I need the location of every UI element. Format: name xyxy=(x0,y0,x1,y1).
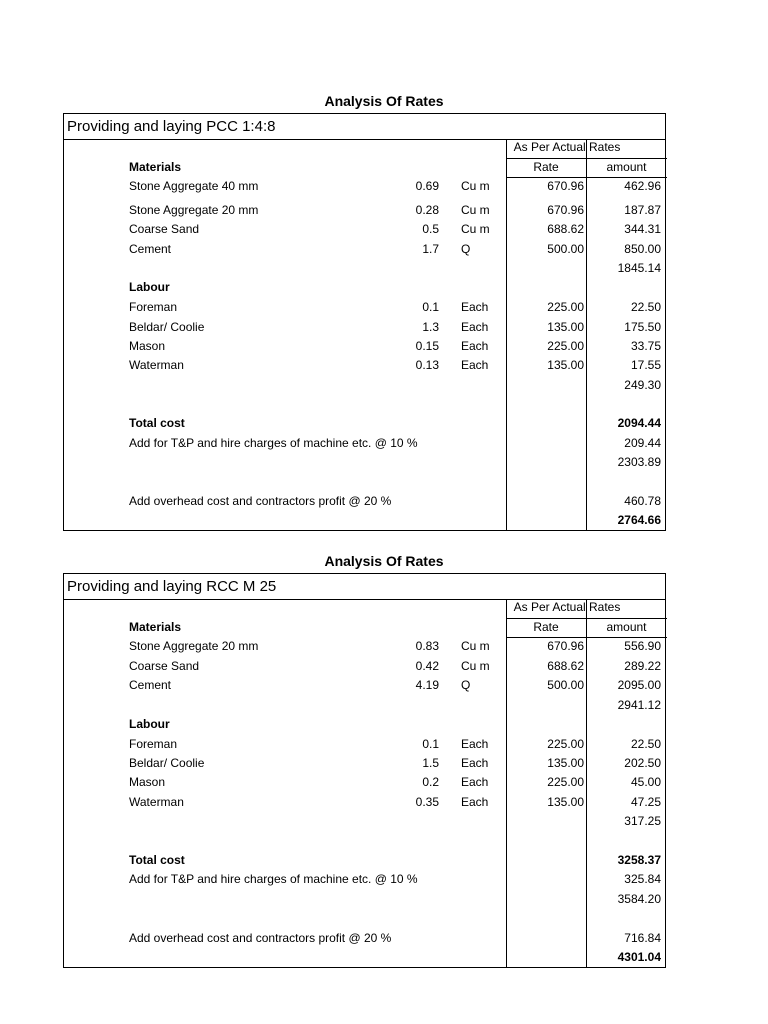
labour-subtotal: 317.25 xyxy=(624,814,661,828)
labour-name: Foreman xyxy=(129,300,178,314)
labour-amount: 22.50 xyxy=(630,300,661,314)
materials-label: Materials xyxy=(129,160,182,174)
labour-rate: 135.00 xyxy=(547,756,584,770)
material-unit: Q xyxy=(461,678,471,692)
materials-label: Materials xyxy=(129,620,182,634)
material-amount: 2095.00 xyxy=(617,678,661,692)
material-unit: Cu m xyxy=(461,659,490,673)
header-amount: amount xyxy=(606,160,647,174)
header-rate: Rate xyxy=(533,620,559,634)
labour-rate: 135.00 xyxy=(547,358,584,372)
labour-name: Foreman xyxy=(129,737,178,751)
labour-rate: 225.00 xyxy=(547,339,584,353)
subtotal-after-tp: 3584.20 xyxy=(617,892,661,906)
material-unit: Q xyxy=(461,242,471,256)
labour-unit: Each xyxy=(461,339,489,353)
labour-unit: Each xyxy=(461,756,489,770)
section-heading: Analysis Of Rates xyxy=(324,553,444,569)
grand-total: 4301.04 xyxy=(617,950,661,964)
column-divider xyxy=(586,140,587,530)
material-unit: Cu m xyxy=(461,222,490,236)
labour-unit: Each xyxy=(461,737,489,751)
labour-qty: 0.2 xyxy=(422,775,439,789)
material-qty: 1.7 xyxy=(422,242,439,256)
labour-rate: 225.00 xyxy=(547,300,584,314)
labour-rate: 135.00 xyxy=(547,795,584,809)
material-name: Cement xyxy=(129,678,172,692)
overhead-label: Add overhead cost and contractors profit @ 20 % xyxy=(129,494,392,508)
overhead-value: 716.84 xyxy=(624,931,661,945)
total-cost-label: Total cost xyxy=(129,853,185,867)
material-rate: 688.62 xyxy=(547,222,584,236)
material-name: Stone Aggregate 20 mm xyxy=(129,639,259,653)
header-as-per-actual-rates: As Per Actual Rates xyxy=(513,140,621,154)
material-unit: Cu m xyxy=(461,203,490,217)
material-qty: 0.42 xyxy=(415,659,439,673)
materials-subtotal: 1845.14 xyxy=(617,261,661,275)
labour-rate: 225.00 xyxy=(547,775,584,789)
column-divider xyxy=(506,600,507,967)
overhead-label: Add overhead cost and contractors profit @ 20 % xyxy=(129,931,392,945)
labour-name: Waterman xyxy=(129,795,184,809)
column-divider xyxy=(586,600,587,967)
labour-name: Mason xyxy=(129,339,166,353)
tp-charges-label: Add for T&P and hire charges of machine etc. @ 10 % xyxy=(129,872,418,886)
tp-charges-value: 325.84 xyxy=(624,872,661,886)
material-qty: 0.5 xyxy=(422,222,439,236)
material-name: Stone Aggregate 40 mm xyxy=(129,179,259,193)
labour-name: Beldar/ Coolie xyxy=(129,756,205,770)
labour-qty: 0.1 xyxy=(422,300,439,314)
labour-subtotal: 249.30 xyxy=(624,378,661,392)
labour-unit: Each xyxy=(461,775,489,789)
labour-unit: Each xyxy=(461,795,489,809)
material-rate: 500.00 xyxy=(547,678,584,692)
material-rate: 670.96 xyxy=(547,203,584,217)
labour-label: Labour xyxy=(129,717,170,731)
materials-subtotal: 2941.12 xyxy=(617,698,661,712)
item-description: Providing and laying RCC M 25 xyxy=(64,574,665,600)
material-name: Coarse Sand xyxy=(129,659,200,673)
material-qty: 0.69 xyxy=(415,179,439,193)
labour-unit: Each xyxy=(461,358,489,372)
material-amount: 289.22 xyxy=(624,659,661,673)
material-amount: 850.00 xyxy=(624,242,661,256)
material-unit: Cu m xyxy=(461,179,490,193)
labour-unit: Each xyxy=(461,320,489,334)
rate-analysis-table-rcc xyxy=(63,573,666,968)
total-cost-value: 3258.37 xyxy=(617,853,661,867)
total-cost-value: 2094.44 xyxy=(617,416,661,430)
material-name: Stone Aggregate 20 mm xyxy=(129,203,259,217)
header-rate: Rate xyxy=(533,160,559,174)
labour-name: Waterman xyxy=(129,358,184,372)
labour-amount: 45.00 xyxy=(630,775,661,789)
column-divider xyxy=(506,140,507,530)
material-amount: 344.31 xyxy=(624,222,661,236)
total-cost-label: Total cost xyxy=(129,416,185,430)
rate-analysis-table-pcc xyxy=(63,113,666,531)
labour-unit: Each xyxy=(461,300,489,314)
material-name: Coarse Sand xyxy=(129,222,200,236)
labour-amount: 47.25 xyxy=(630,795,661,809)
labour-qty: 1.5 xyxy=(422,756,439,770)
material-rate: 670.96 xyxy=(547,179,584,193)
grand-total: 2764.66 xyxy=(617,513,661,527)
subtotal-after-tp: 2303.89 xyxy=(617,455,661,469)
material-name: Cement xyxy=(129,242,172,256)
labour-qty: 1.3 xyxy=(422,320,439,334)
header-amount: amount xyxy=(606,620,647,634)
material-qty: 0.28 xyxy=(415,203,439,217)
labour-amount: 202.50 xyxy=(624,756,661,770)
labour-amount: 33.75 xyxy=(630,339,661,353)
section-heading: Analysis Of Rates xyxy=(324,93,444,109)
labour-qty: 0.13 xyxy=(415,358,439,372)
labour-qty: 0.15 xyxy=(415,339,439,353)
labour-amount: 22.50 xyxy=(630,737,661,751)
material-rate: 500.00 xyxy=(547,242,584,256)
labour-qty: 0.35 xyxy=(415,795,439,809)
material-rate: 670.96 xyxy=(547,639,584,653)
material-unit: Cu m xyxy=(461,639,490,653)
material-rate: 688.62 xyxy=(547,659,584,673)
labour-qty: 0.1 xyxy=(422,737,439,751)
material-amount: 187.87 xyxy=(624,203,661,217)
tp-charges-label: Add for T&P and hire charges of machine etc. @ 10 % xyxy=(129,436,418,450)
item-description: Providing and laying PCC 1:4:8 xyxy=(64,114,665,140)
overhead-value: 460.78 xyxy=(624,494,661,508)
labour-name: Mason xyxy=(129,775,166,789)
tp-charges-value: 209.44 xyxy=(624,436,661,450)
material-qty: 4.19 xyxy=(415,678,439,692)
material-amount: 556.90 xyxy=(624,639,661,653)
labour-rate: 135.00 xyxy=(547,320,584,334)
labour-name: Beldar/ Coolie xyxy=(129,320,205,334)
labour-rate: 225.00 xyxy=(547,737,584,751)
labour-amount: 17.55 xyxy=(630,358,661,372)
material-qty: 0.83 xyxy=(415,639,439,653)
labour-label: Labour xyxy=(129,280,170,294)
material-amount: 462.96 xyxy=(624,179,661,193)
labour-amount: 175.50 xyxy=(624,320,661,334)
header-as-per-actual-rates: As Per Actual Rates xyxy=(513,600,621,614)
